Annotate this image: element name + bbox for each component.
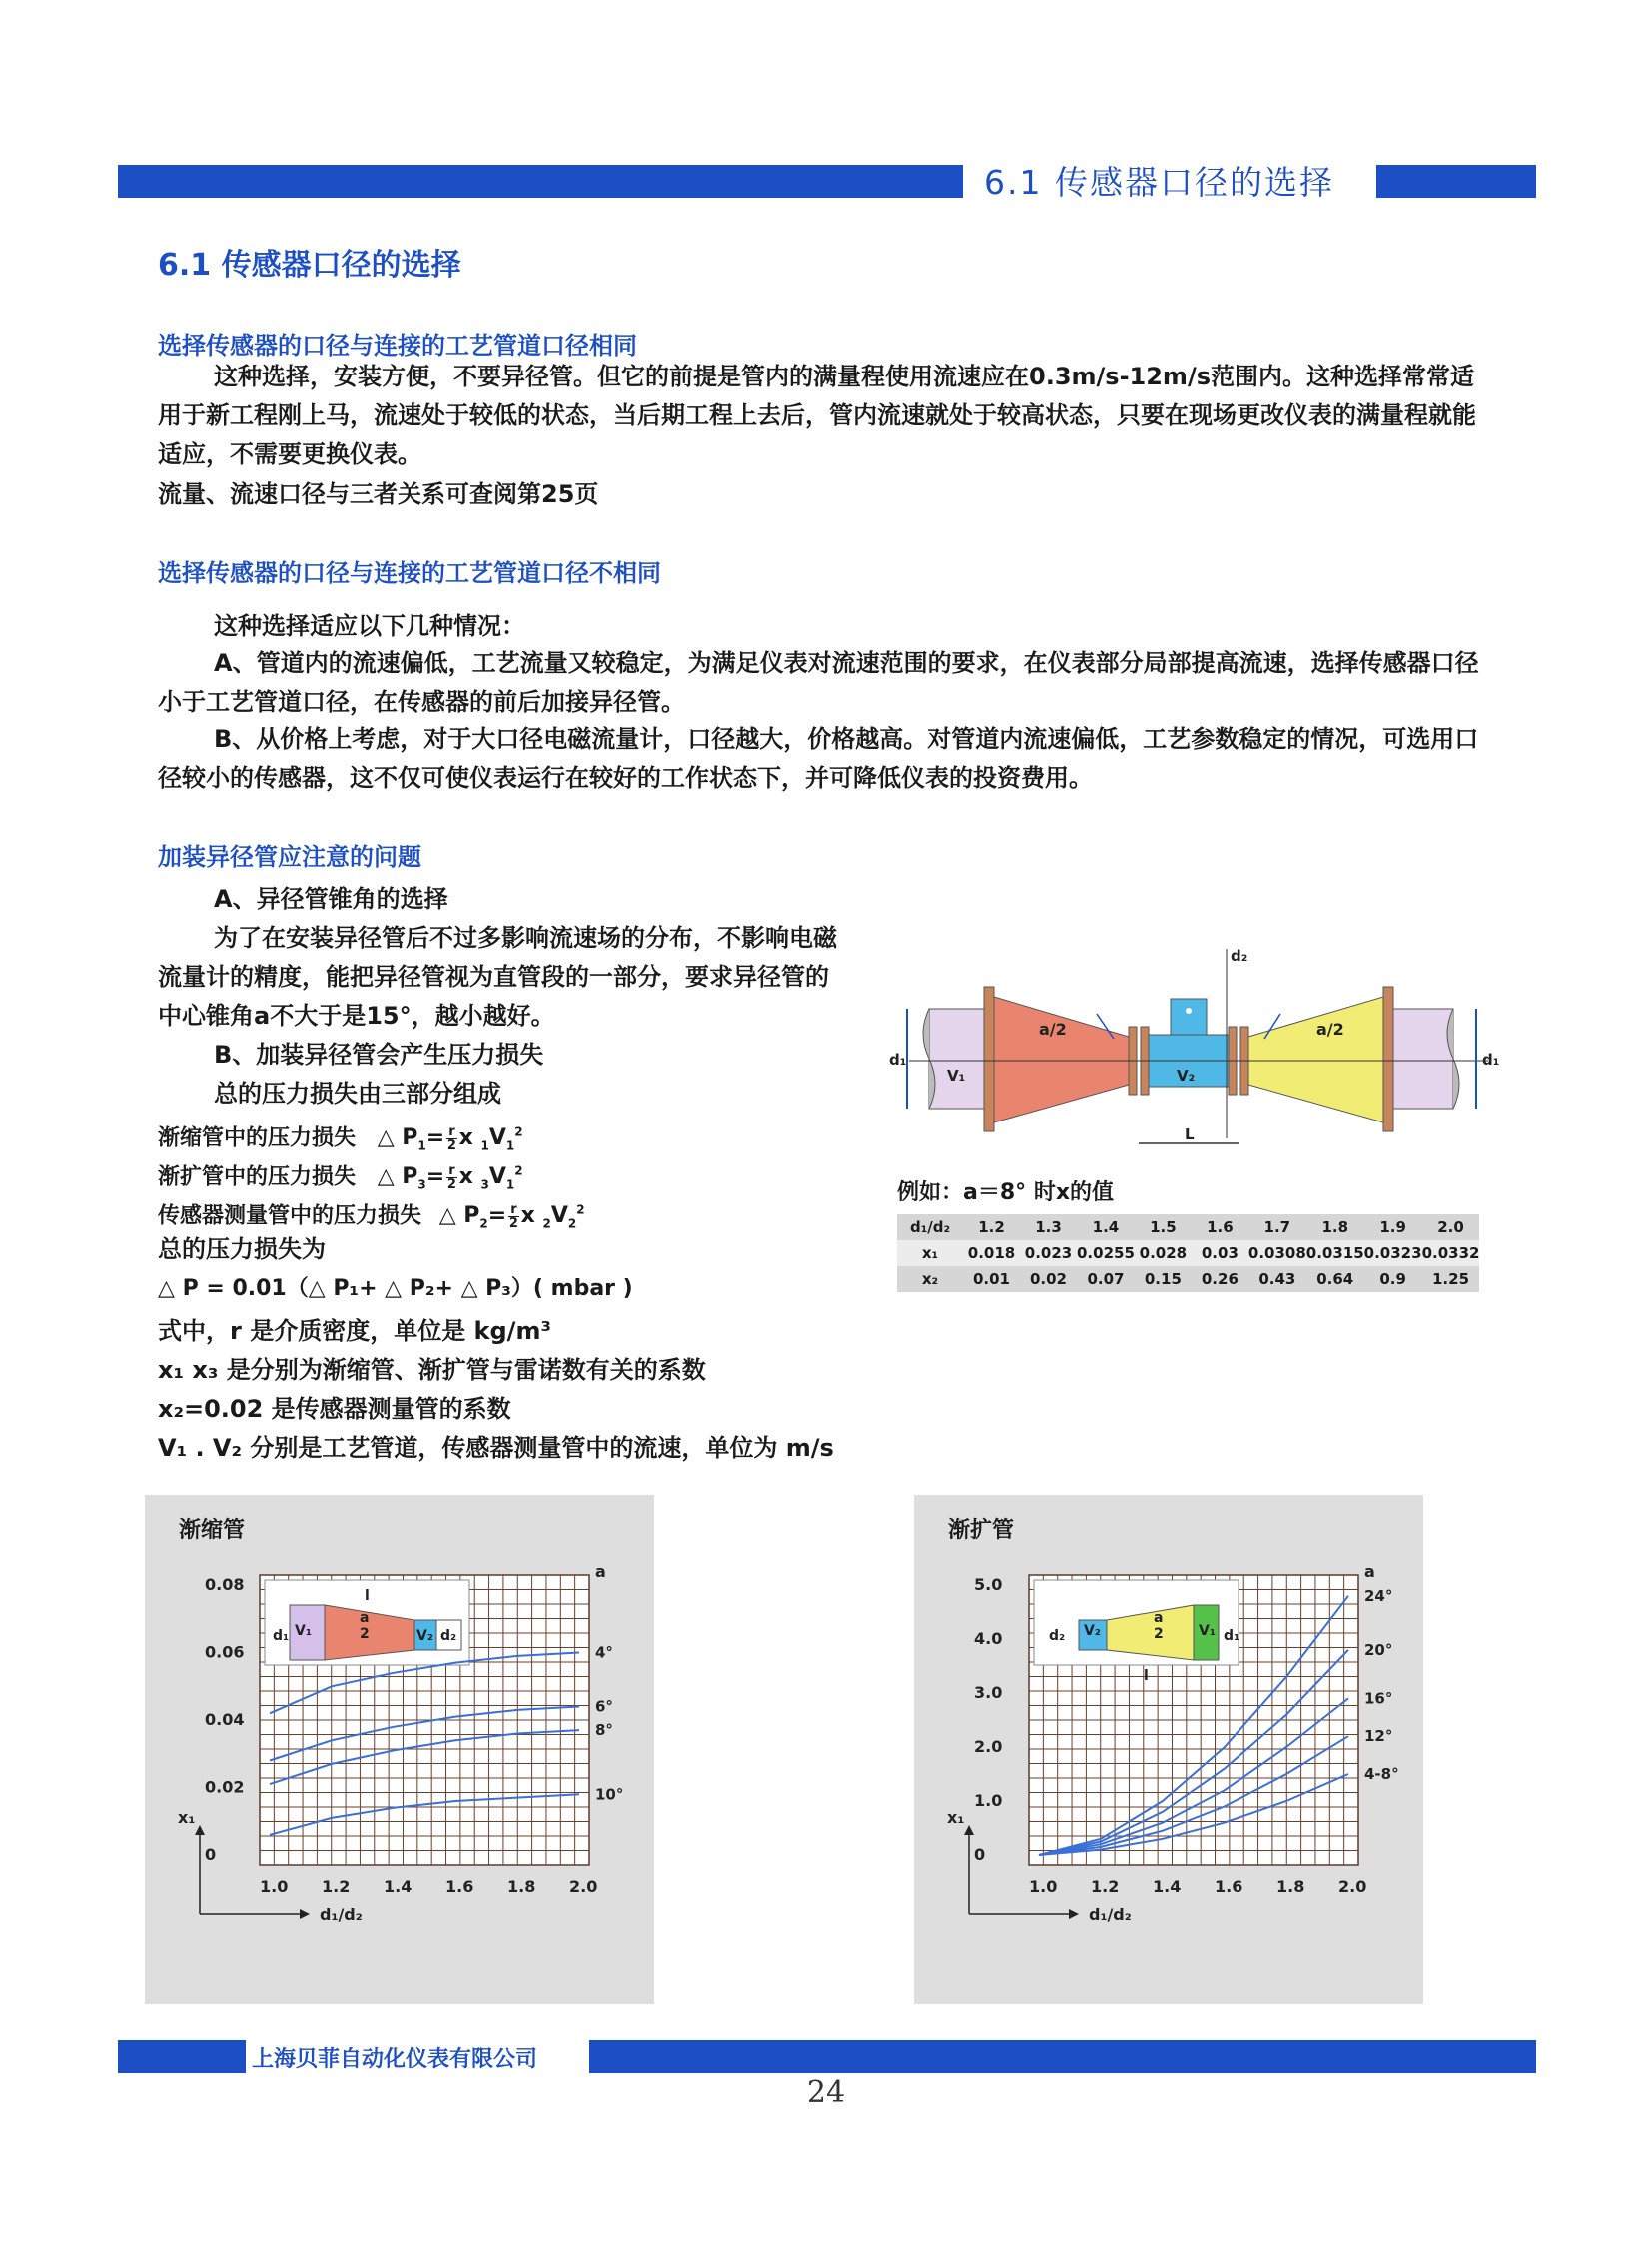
inset-label: V₁ <box>1199 1623 1216 1639</box>
inset-label: a <box>360 1610 370 1626</box>
def-sensor-coefficient: x₂=0.02 是传感器测量管的系数 <box>158 1395 511 1423</box>
table-cell: d₁/d₂ <box>897 1214 963 1240</box>
series-label: 20° <box>1364 1640 1393 1659</box>
inset-label: l <box>365 1588 370 1604</box>
def-velocity: V₁ . V₂ 分别是工艺管道，传感器测量管中的流速，单位为 m/s <box>158 1434 834 1462</box>
def-coefficients: x₁ x₃ 是分别为渐缩管、渐扩管与雷诺数有关的系数 <box>158 1356 706 1384</box>
inset-label: 2 <box>360 1626 370 1642</box>
series-label: 12° <box>1364 1727 1393 1746</box>
page-number: 24 <box>806 2075 846 2110</box>
pipe-label-d1-right: d₁ <box>1482 1051 1500 1069</box>
y-tick-label: 3.0 <box>974 1683 1003 1702</box>
table-cell: 0.9 <box>1364 1266 1422 1292</box>
table-cell: 1.6 <box>1192 1214 1248 1240</box>
def-density: 式中，r 是介质密度，单位是 kg/m³ <box>158 1317 551 1345</box>
inset-label: d₂ <box>1049 1628 1066 1644</box>
legend-title: a <box>595 1562 606 1581</box>
part1-title: 选择传感器的口径与连接的工艺管道口径相同 <box>158 332 637 360</box>
table-row <box>897 1214 1479 1240</box>
series-label: 4-8° <box>1364 1765 1399 1783</box>
table-cell: 1.8 <box>1306 1214 1364 1240</box>
reducer-cone <box>994 997 1129 1122</box>
expander-chart <box>914 1495 1423 2004</box>
table-cell: 0.0323 <box>1364 1240 1422 1266</box>
table-cell: 0.0315 <box>1306 1240 1364 1266</box>
x-tick-label: 1.4 <box>384 1877 413 1896</box>
y-tick-label: 4.0 <box>974 1629 1003 1648</box>
y-tick-label: 1.0 <box>974 1791 1003 1810</box>
pipe-label-l: L <box>1185 1125 1195 1143</box>
table-cell: 1.3 <box>1020 1214 1077 1240</box>
part3-line-a: A、异径管锥角的选择 <box>214 885 448 913</box>
footer-bar-left <box>118 2040 246 2073</box>
table-cell: 0.023 <box>1020 1240 1077 1266</box>
header-title: 6.1 传感器口径的选择 <box>984 163 1334 202</box>
table-cell: 0.0255 <box>1077 1240 1135 1266</box>
formula-expander-label: 渐扩管中的压力损失 <box>158 1164 357 1190</box>
x-tick-label: 1.4 <box>1153 1877 1182 1896</box>
example-caption: 例如：a＝8° 时x的值 <box>897 1180 1115 1205</box>
part2-item-b: B、从价格上考虑，对于大口径电磁流量计，口径越大，价格越高。对管道内流速偏低，工艺参数稳定的情况，可选用口径较小的传感器，这不仅可使仪表运行在较好的工作状态下，并可降低仪表的投资费用。 <box>158 725 1479 792</box>
expander-chart-panel <box>914 1495 1423 2004</box>
part2-title: 选择传感器的口径与连接的工艺管道口径不相同 <box>158 559 661 587</box>
table-cell: 1.5 <box>1135 1214 1192 1240</box>
y-tick-label: 5.0 <box>974 1575 1003 1594</box>
y-tick-label: 0.04 <box>205 1710 245 1729</box>
table-cell: 0.15 <box>1135 1266 1192 1292</box>
inset-label: V₂ <box>1084 1623 1101 1639</box>
series-label: 8° <box>595 1721 613 1740</box>
pipe-label-v2: V₂ <box>1177 1067 1196 1085</box>
x-axis-label: d₁/d₂ <box>320 1905 363 1924</box>
section-title: 6.1 传感器口径的选择 <box>158 248 461 283</box>
series-label: 16° <box>1364 1689 1393 1708</box>
pipe-label-v1: V₁ <box>947 1067 966 1085</box>
pipe-label-d1-left: d₁ <box>889 1051 907 1069</box>
expander-chart-title: 渐扩管 <box>948 1518 1015 1543</box>
part3-title: 加装异径管应注意的问题 <box>158 843 421 871</box>
y-axis-label: x₁ <box>178 1808 196 1827</box>
table-cell: 0.01 <box>963 1266 1020 1292</box>
x-tick-label: 1.6 <box>445 1877 474 1896</box>
part3-line-b: B、加装异径管会产生压力损失 <box>214 1041 544 1069</box>
part2-intro: 这种选择适应以下几种情况： <box>214 612 525 640</box>
left-flange <box>984 987 994 1131</box>
reducer-chart-panel <box>145 1495 654 2004</box>
table-cell: 1.7 <box>1248 1214 1306 1240</box>
x-tick-label: 1.8 <box>507 1877 536 1896</box>
table-cell: 0.018 <box>963 1240 1020 1266</box>
example-table <box>897 1214 1479 1292</box>
pipe-label-d2: d₂ <box>1231 947 1248 965</box>
x-tick-label: 1.0 <box>260 1877 289 1896</box>
right-pipe <box>1393 1009 1453 1109</box>
legend-title: a <box>1364 1562 1375 1581</box>
part1-note: 流量、流速口径与三者关系可查阅第25页 <box>158 480 599 508</box>
table-cell: 1.4 <box>1077 1214 1135 1240</box>
x-tick-label: 1.2 <box>1091 1877 1120 1896</box>
y-tick-label: 2.0 <box>974 1737 1003 1756</box>
table-cell: 0.0308 <box>1248 1240 1306 1266</box>
y-tick-label: 0.06 <box>205 1642 245 1662</box>
series-label: 10° <box>595 1785 624 1804</box>
y-axis-label: x₁ <box>947 1808 965 1827</box>
y-tick-label: 0.08 <box>205 1575 245 1594</box>
total-formula: △ P = 0.01（△ P₁+ △ P₂+ △ P₃）( mbar ) <box>158 1276 633 1301</box>
x-axis-label: d₁/d₂ <box>1089 1905 1132 1924</box>
x-tick-label: 1.6 <box>1215 1877 1243 1896</box>
series-label: 4° <box>595 1643 613 1662</box>
table-row <box>897 1266 1479 1292</box>
table-cell: x₂ <box>897 1266 963 1292</box>
expander-cone <box>1248 997 1383 1122</box>
header-bar-left <box>118 165 963 198</box>
table-cell: 0.07 <box>1077 1266 1135 1292</box>
reducer-chart <box>145 1495 654 2004</box>
reducer-chart-title: 渐缩管 <box>179 1518 246 1543</box>
pipe-label-a2-left: a/2 <box>1039 1020 1067 1039</box>
inset-label: d₁ <box>1224 1628 1240 1644</box>
table-cell: 1.25 <box>1422 1266 1480 1292</box>
x-axis-arrowhead <box>1069 1909 1079 1919</box>
inset-label: V₁ <box>295 1623 312 1639</box>
y-axis-arrowhead <box>195 1825 205 1835</box>
inset-label: l <box>1144 1668 1149 1684</box>
sensor-bolt <box>1186 1008 1192 1014</box>
footer-bar-right <box>589 2040 1536 2073</box>
right-flange <box>1383 987 1393 1131</box>
table-cell: 0.028 <box>1135 1240 1192 1266</box>
table-cell: 0.43 <box>1248 1266 1306 1292</box>
table-cell: 0.64 <box>1306 1266 1364 1292</box>
pipe-reducer-diagram <box>889 939 1508 1168</box>
x-axis-arrowhead <box>300 1909 310 1919</box>
x-tick-label: 1.8 <box>1276 1877 1305 1896</box>
left-pipe <box>929 1009 989 1109</box>
sensor-head <box>1171 999 1207 1035</box>
x-tick-label: 2.0 <box>569 1877 598 1896</box>
part3-line-sum: 总的压力损失由三部分组成 <box>214 1080 501 1108</box>
y-axis-arrowhead <box>964 1825 974 1835</box>
part3-total-label: 总的压力损失为 <box>158 1235 326 1263</box>
table-cell: x₁ <box>897 1240 963 1266</box>
inset-label: 2 <box>1154 1626 1164 1642</box>
formula-reducer-label: 渐缩管中的压力损失 <box>158 1125 357 1151</box>
part3-paragraph: 为了在安装异径管后不过多影响流速场的分布，不影响电磁流量计的精度，能把异径管视为直管段的一部分，要求异径管的中心锥角a不大于是15°，越小越好。 <box>158 924 837 1030</box>
y-tick-label: 0 <box>974 1845 986 1864</box>
x-tick-label: 1.0 <box>1029 1877 1058 1896</box>
inset-label: d₁ <box>273 1628 290 1644</box>
header-bar-right <box>1376 165 1536 198</box>
table-cell: 0.03 <box>1192 1240 1248 1266</box>
y-tick-label: 0 <box>205 1845 217 1864</box>
table-cell: 0.02 <box>1020 1266 1077 1292</box>
formula-sensor-loss: 传感器测量管中的压力损失 △ $P_2=$ $\frac{r}{2}$ x $_2V_2^2$ <box>158 1201 585 1231</box>
table-cell: 0.0332 <box>1422 1240 1480 1266</box>
inset-label: a <box>1154 1610 1164 1626</box>
series-label: 24° <box>1364 1586 1393 1605</box>
part1-paragraph: 这种选择，安装方便，不要异径管。但它的前提是管内的满量程使用流速应在0.3m/s-12m/s范围内。这种选择常常适用于新工程刚上马，流速处于较低的状态，当后期工程上去后，管内流速就处于较高状态，只要在现场更改仪表的满量程就能适应，不需要更换仪表。 <box>158 363 1476 468</box>
formula-sensor-label: 传感器测量管中的压力损失 <box>158 1203 422 1229</box>
footer-company: 上海贝菲自动化仪表有限公司 <box>252 2047 538 2072</box>
inset-label: V₂ <box>416 1628 433 1644</box>
pipe-label-a2-right: a/2 <box>1316 1020 1344 1039</box>
table-cell: 1.2 <box>963 1214 1020 1240</box>
table-cell: 2.0 <box>1422 1214 1480 1240</box>
y-tick-label: 0.02 <box>205 1777 245 1797</box>
table-cell: 1.9 <box>1364 1214 1422 1240</box>
table-row <box>897 1240 1479 1266</box>
series-label: 6° <box>595 1697 613 1716</box>
inset-label: d₂ <box>440 1628 457 1644</box>
formula-reducer-loss: 渐缩管中的压力损失 △ $P_1=$ $\frac{r}{2}$ x $_1V_1^2$ <box>158 1123 523 1153</box>
x-tick-label: 2.0 <box>1338 1877 1367 1896</box>
table-cell: 0.26 <box>1192 1266 1248 1292</box>
part2-item-a: A、管道内的流速偏低，工艺流量又较稳定，为满足仪表对流速范围的要求，在仪表部分局部提高流速，选择传感器口径小于工艺管道口径，在传感器的前后加接异径管。 <box>158 649 1479 716</box>
x-tick-label: 1.2 <box>322 1877 351 1896</box>
formula-expander-loss: 渐扩管中的压力损失 △ $P_3=$ $\frac{r}{2}$ x $_3V_1^2$ <box>158 1162 523 1192</box>
